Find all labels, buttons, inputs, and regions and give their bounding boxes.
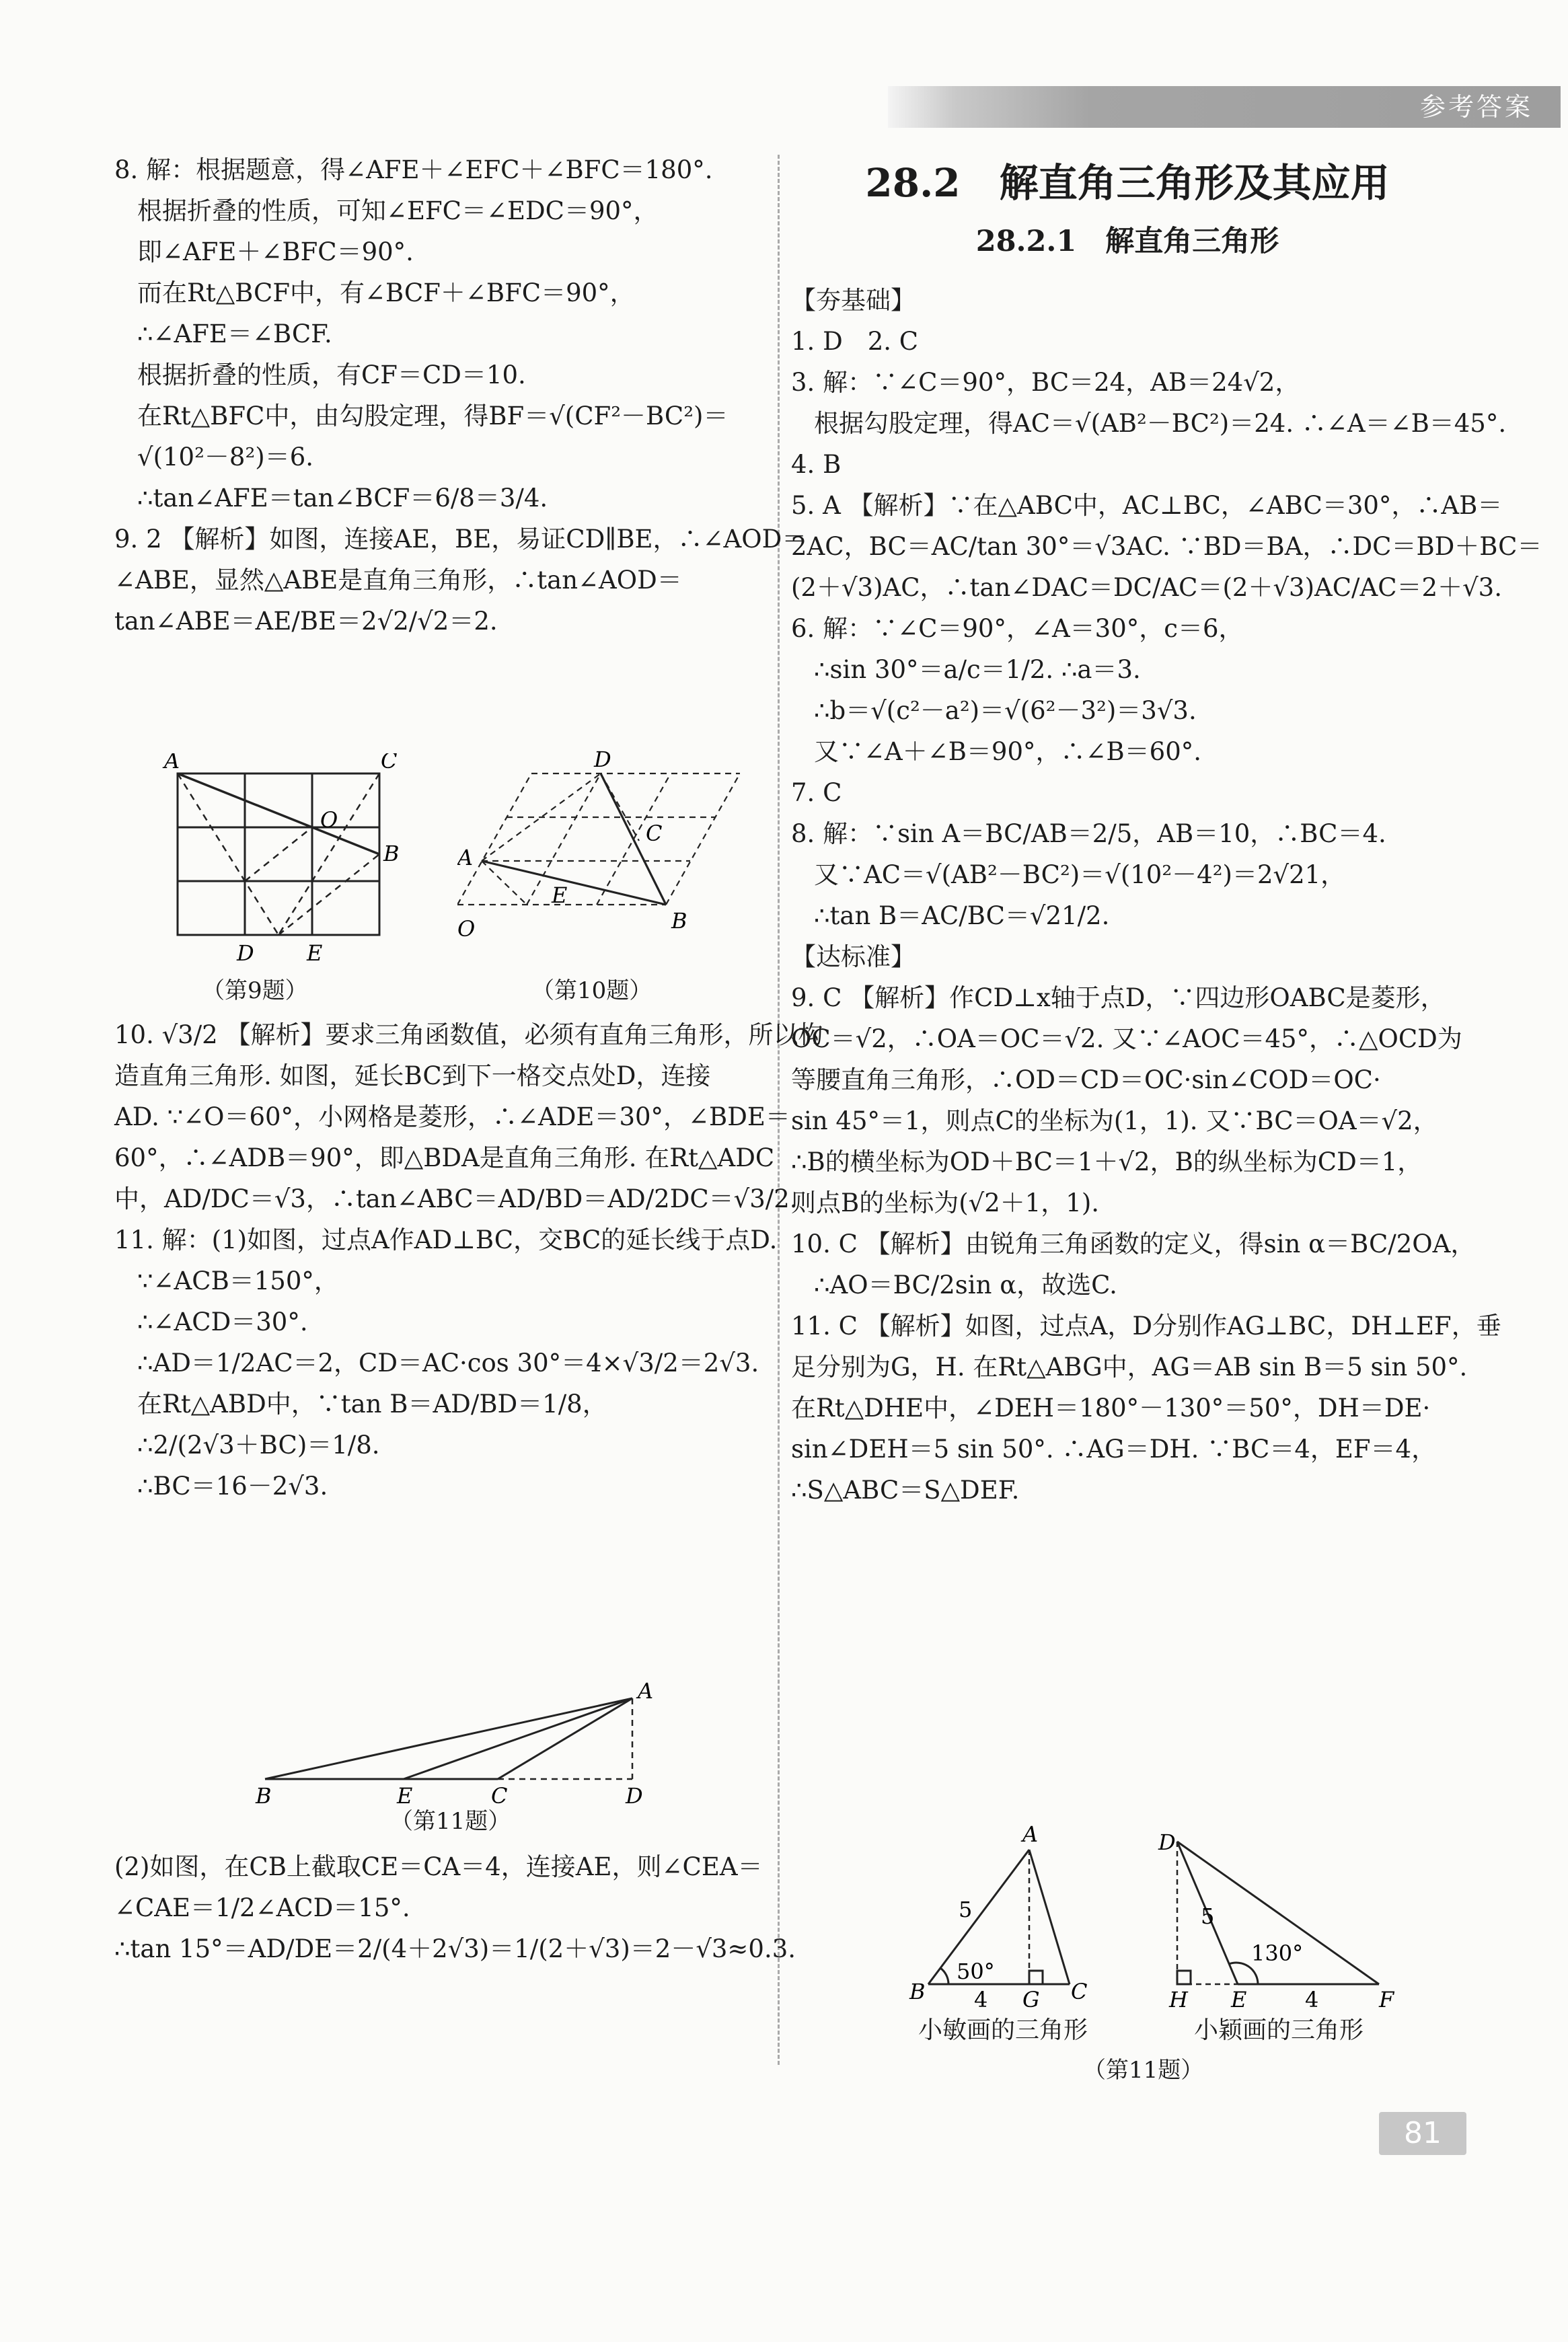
fig11-left-triangle-caption: 小敏画的三角形 [918,2016,1088,2044]
header-band [888,86,1561,128]
answer-line: 4. B [791,450,842,479]
answer-line: ∴tan∠AFE＝tan∠BCF＝6/8＝3/4. [137,484,548,513]
fig10-point-a: A [457,845,474,870]
answer-line: 11. C 【解析】如图，过点A，D分别作AG⊥BC，DH⊥EF，垂 [791,1312,1501,1340]
figure-9 [161,753,417,975]
fig9-caption: （第9题） [202,977,308,1004]
answer-line: ∵∠ACB＝150°， [137,1267,339,1295]
answer-line: 在Rt△DHE中，∠DEH＝180°－130°＝50°，DH＝DE· [791,1394,1431,1423]
answer-line: OC＝√2，∴OA＝OC＝√2. 又∵∠AOC＝45°，∴△OCD为 [791,1024,1462,1053]
answer-line: tan∠ABE＝AE/BE＝2√2/√2＝2. [114,607,498,636]
answer-line: 则点B的坐标为(√2＋1，1). [791,1188,1100,1217]
answer-line: 根据折叠的性质，有CF＝CD＝10. [137,361,526,389]
answer-line: 又∵AC＝√(AB²－BC²)＝√(10²－4²)＝2√21， [814,860,1346,889]
answer-line: 10. C 【解析】由锐角三角函数的定义，得sin α＝BC/2OA， [791,1230,1476,1258]
fig9-point-c: C [381,753,398,773]
fig11r-side-de: 5 [1201,1903,1215,1929]
fig11-point-b: B [256,1783,272,1806]
answer-line: AD. ∵∠O＝60°，小网格是菱形，∴∠ADE＝30°，∠BDE＝ [114,1102,790,1131]
answer-line: √(10²－8²)＝6. [137,443,314,471]
fig10-point-c: C [646,821,663,846]
fig10-point-e: E [552,882,568,908]
fig11r-point-h: H [1169,1987,1188,2012]
answer-line: ∴tan 15°＝AD/DE＝2/(4＋2√3)＝1/(2＋√3)＝2－√3≈0.3. [114,1934,796,1963]
fig11-point-a: A [638,1678,654,1704]
answer-line: 8. 解：∵sin A＝BC/AB＝2/5，AB＝10，∴BC＝4. [791,819,1386,848]
fig10-caption: （第10题） [531,977,652,1004]
answer-line: ∴sin 30°＝a/c＝1/2. ∴a＝3. [814,655,1141,684]
answer-line: 7. C [791,778,842,807]
section-heading: 【达标准】 [791,942,916,971]
fig11r-point-g: G [1022,1987,1040,2012]
answer-line: ∴BC＝16－2√3. [137,1472,328,1501]
answer-line: ∴2/(2√3＋BC)＝1/8. [137,1431,380,1460]
fig11-right-triangle-caption: 小颖画的三角形 [1194,2016,1364,2044]
answer-line: 中，AD/DC＝√3，∴tan∠ABC＝AD/BD＝AD/2DC＝√3/2. [114,1184,798,1213]
answer-line: 6. 解：∵∠C＝90°，∠A＝30°，c＝6， [791,614,1244,643]
answer-line: 根据折叠的性质，可知∠EFC＝∠EDC＝90°， [137,196,659,225]
fig9-point-e: E [307,940,323,966]
fig9-point-d: D [237,940,254,966]
fig11-right-caption: （第11题） [1083,2057,1204,2084]
answer-line: 在Rt△ABD中，∵tan B＝AD/BD＝1/8， [137,1390,607,1419]
fig11r-point-f: F [1379,1987,1394,2012]
fig11r-point-c: C [1071,1979,1088,2004]
answer-line: 1. D 2. C [791,327,919,356]
answer-line: ∴S△ABC＝S△DEF. [791,1476,1020,1505]
answer-line: ∴B的横坐标为OD＋BC＝1＋√2，B的纵坐标为CD＝1， [791,1147,1423,1176]
answer-line: 3. 解：∵∠C＝90°，BC＝24，AB＝24√2， [791,368,1300,397]
answer-line: ∴∠ACD＝30°. [137,1308,308,1336]
answer-line: 11. 解：(1)如图，过点A作AD⊥BC，交BC的延长线于点D. [114,1225,778,1254]
answer-line: ∠CAE＝1/2∠ACD＝15°. [114,1893,410,1922]
fig11r-point-b: B [909,1979,926,2004]
left-column-bottom [114,1846,796,1969]
answer-line: ∴b＝√(c²－a²)＝√(6²－3²)＝3√3. [814,696,1197,725]
left-column [114,149,807,642]
fig9-point-o: O [320,807,338,833]
figure-11-left [249,1671,666,1806]
answer-line: ∴tan B＝AC/BC＝√21/2. [814,901,1110,930]
answer-line: ∴∠AFE＝∠BCF. [137,319,332,348]
fig11r-point-a: A [1022,1823,1039,1847]
right-column [791,149,1542,1511]
fig10-point-o: O [457,916,476,942]
answer-line: sin 45°＝1，则点C的坐标为(1，1). 又∵BC＝OA＝√2， [791,1106,1438,1135]
section-heading: 【夯基础】 [791,286,916,315]
figure-10 [457,747,753,969]
answer-line: 8. 解：根据题意，得∠AFE＋∠EFC＋∠BFC＝180°. [114,155,713,184]
figure-11-right [895,1823,1433,2025]
answer-line: 在Rt△BFC中，由勾股定理，得BF＝√(CF²－BC²)＝ [137,402,729,430]
fig10-point-d: D [594,747,611,772]
fig9-point-a: A [164,753,180,773]
page-number: 81 [1379,2112,1466,2155]
answer-line: 即∠AFE＋∠BFC＝90°. [137,237,414,266]
fig10-point-b: B [671,908,687,934]
answer-line: 5. A 【解析】∵在△ABC中，AC⊥BC，∠ABC＝30°，∴AB＝ [791,491,1503,520]
answer-line: 而在Rt△BCF中，有∠BCF＋∠BFC＝90°， [137,278,635,307]
answer-line: 造直角三角形. 如图，延长BC到下一格交点处D，连接 [114,1061,711,1090]
answer-line: ∴AO＝BC/2sin α，故选C. [814,1271,1117,1299]
fig11-point-e: E [397,1783,413,1806]
answer-line: (2＋√3)AC，∴tan∠DAC＝DC/AC＝(2＋√3)AC/AC＝2＋√3. [791,573,1502,602]
fig11-point-c: C [491,1783,508,1806]
fig11r-side-ef: 4 [1305,1987,1319,2012]
fig11r-point-e: E [1231,1987,1247,2012]
section-title: 28.2 解直角三角形及其应用 [865,160,1390,206]
answer-line: ∴AD＝1/2AC＝2，CD＝AC·cos 30°＝4×√3/2＝2√3. [137,1349,759,1377]
fig11r-side-ab: 5 [959,1897,973,1922]
fig11r-point-d: D [1158,1829,1176,1855]
header-label: 参考答案 [1419,92,1533,122]
subsection-title: 28.2.1 解直角三角形 [975,225,1279,258]
answer-line: 足分别为G，H. 在Rt△ABG中，AG＝AB sin B＝5 sin 50°. [791,1353,1468,1382]
left-column-lower [114,1014,823,1507]
fig11-point-d: D [626,1783,643,1806]
answer-line: 9. C 【解析】作CD⊥x轴于点D，∵四边形OABC是菱形， [791,983,1446,1012]
fig11r-angle-e: 130° [1251,1940,1304,1966]
answer-line: sin∠DEH＝5 sin 50°. ∴AG＝DH. ∵BC＝4，EF＝4， [791,1435,1437,1464]
answer-line: 2AC，BC＝AC/tan 30°＝√3AC. ∵BD＝BA，∴DC＝BD＋BC＝ [791,532,1542,561]
answer-line: 又∵∠A＋∠B＝90°，∴∠B＝60°. [814,737,1202,766]
fig9-point-b: B [383,841,400,866]
answer-line: 10. √3/2 【解析】要求三角函数值，必须有直角三角形，所以构 [114,1020,823,1049]
fig11-left-caption: （第11题） [390,1808,511,1835]
answer-line: (2)如图，在CB上截取CE＝CA＝4，连接AE，则∠CEA＝ [114,1852,763,1881]
fig11r-side-bg: 4 [974,1987,988,2012]
fig11r-angle-b: 50° [957,1959,995,1984]
answer-line: 根据勾股定理，得AC＝√(AB²－BC²)＝24. ∴∠A＝∠B＝45°. [814,409,1507,438]
answer-line: ∠ABE，显然△ABE是直角三角形，∴tan∠AOD＝ [114,566,682,595]
answer-line: 等腰直角三角形，∴OD＝CD＝OC·sin∠COD＝OC· [791,1065,1381,1094]
answer-line: 60°，∴∠ADB＝90°，即△BDA是直角三角形. 在Rt△ADC [114,1143,775,1172]
answer-line: 9. 2 【解析】如图，连接AE，BE，易证CD∥BE，∴∠AOD＝ [114,525,807,554]
